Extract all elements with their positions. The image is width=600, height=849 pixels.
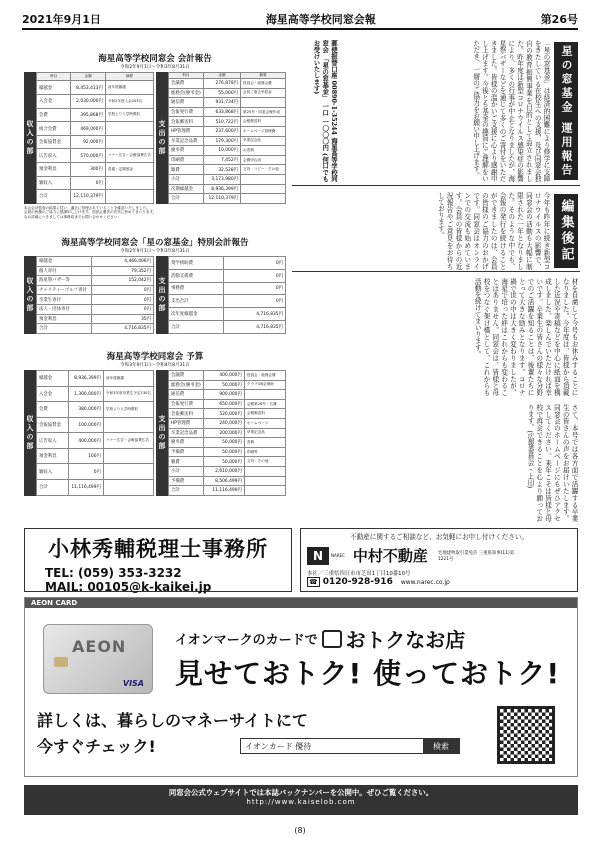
- real-estate-license: 宅地建物取引業免許 三重県知事(11)第1221号: [437, 550, 515, 562]
- table-cell: [103, 480, 153, 496]
- table-row: [169, 146, 286, 156]
- table-cell: 4,466,406円: [92, 257, 154, 267]
- table-row: [169, 447, 286, 457]
- table-cell: 学校より入学時徴収: [105, 108, 153, 122]
- table-row: [37, 448, 154, 464]
- table-cell: クラブOB会援助: [244, 380, 285, 390]
- tax-office-ad: [24, 528, 292, 592]
- table-cell: 卒業記念品: [244, 428, 285, 438]
- table-cell: 予備費: [169, 447, 204, 457]
- report-note-line: 本会会計監査の結果に従い、適正に管理されていることを確認いたしました。: [24, 205, 150, 210]
- table-cell: 予備費: [169, 476, 204, 486]
- table-cell: 令和2年度入会203名: [105, 95, 153, 109]
- table-row: [169, 476, 286, 486]
- table-cell: 900,000円: [204, 390, 245, 400]
- table-cell: 令和3年度卒業生予定130名: [103, 386, 153, 402]
- table-cell: 200,000円: [204, 428, 245, 438]
- table-row: [37, 276, 154, 286]
- aeon-line1b: おトクなお店: [345, 628, 466, 652]
- table-cell: 50,000円: [204, 457, 245, 467]
- table-header: [37, 73, 154, 81]
- income-label: 収入の部: [24, 72, 36, 204]
- card-chip-icon: [54, 657, 68, 667]
- table-row: [169, 371, 286, 381]
- table-cell: 0円: [224, 269, 286, 282]
- table-cell: 会費: [37, 402, 69, 418]
- expense-label: 支出の部: [156, 72, 168, 204]
- table-cell: 預金利息: [37, 448, 69, 464]
- table-cell: 次年度繰越金: [169, 308, 224, 321]
- table-cell: 文具・その他: [244, 457, 285, 467]
- table-cell: 510,722円: [204, 117, 241, 127]
- table-cell: 活動支援費: [169, 269, 224, 282]
- table-cell: 雑収入: [37, 176, 71, 190]
- table-row: [169, 107, 286, 117]
- report-notes: [24, 206, 286, 220]
- table-row: [37, 386, 154, 402]
- editor-note-text-1: 材を自粛して今号もお休みすることになりました。今年度は、皆様から頂戴した近況や寄稿などを中心に紙面を構成しました。楽しんでいただければ幸いです。卒業生の皆さんの様々な分野でのご活躍を知ることは、後輩たちにとって大きな励みとなります。コロナ禍で世の中は大きく変わりましたが、海星で培った絆はこれからも変わることはありません。同窓会は、皆様と母校をつなぐ架け橋として、これからも活動を続けてまいります。: [473, 278, 578, 396]
- table-cell: 通信費: [169, 98, 204, 108]
- table-cell: 事務費: [169, 282, 224, 295]
- fund-report-title: 海星高等学校同窓会「星の窓基金」特別会計報告: [61, 238, 249, 248]
- aeon-line3: 詳しくは、暮らしのマネーサイトにて: [37, 711, 308, 730]
- table-cell: ホームページ: [244, 418, 285, 428]
- table-cell: [241, 184, 286, 194]
- table-cell: [103, 448, 153, 464]
- footer-text: 同窓会公式ウェブサイトでは本誌バックナンバーを公開中。ぜひご覧ください。: [168, 788, 434, 797]
- table-cell: 2,610,000円: [204, 466, 245, 476]
- table-cell: 通信費: [169, 390, 204, 400]
- editor-note-heading: 編集後記: [554, 194, 578, 268]
- aeon-line2: 見せておトク! 使っておトク!: [175, 657, 561, 690]
- visa-logo: VISA: [122, 679, 144, 688]
- table-row: [169, 88, 286, 98]
- table-row: [169, 320, 286, 333]
- table-row: [37, 257, 154, 267]
- table-cell: 32,528円: [204, 165, 241, 175]
- fund-report-period: 令和2年9月1日～令和3年8月31日: [120, 249, 190, 254]
- table-cell: 会報第26号・名簿: [244, 399, 285, 409]
- table-cell: 会報郵送料: [169, 409, 204, 419]
- table-row: [37, 371, 154, 387]
- report-note-line: 会員の皆様のご協力に感謝申し上げます。同窓会運営の充実に努めてまいります。: [24, 210, 157, 215]
- table-cell: 印刷等: [244, 447, 285, 457]
- table-cell: 50,000円: [204, 380, 245, 390]
- table-cell: 合計: [169, 194, 204, 204]
- table-row: [169, 418, 286, 428]
- table-cell: 0円: [92, 304, 154, 314]
- table-cell: 400,000円: [69, 433, 104, 449]
- expense-table: [168, 72, 286, 204]
- table-cell: 合計: [37, 324, 92, 334]
- table-cell: 前年度繰越: [103, 371, 153, 387]
- table-cell: [244, 390, 285, 400]
- table-cell: 0円: [224, 282, 286, 295]
- table-cell: 633,868円: [204, 107, 241, 117]
- table-cell: 会報発行費: [169, 107, 204, 117]
- column-header: 摘要: [241, 73, 286, 79]
- fund-article: [292, 36, 580, 186]
- table-cell: [241, 174, 286, 184]
- table-cell: 会費: [37, 108, 71, 122]
- table-cell: 会報発行費: [169, 399, 204, 409]
- table-cell: 50,000円: [204, 447, 245, 457]
- budget-income-label: 収入の部: [24, 370, 36, 496]
- editor-note-body: 今年も昨年に続き新型コロナウイルスの影響で、同窓会の活動も大幅に制限された一年となりました。そのような中でも、会報の発行を続けることができましたのは、会員の皆様のご協力のおかげです。同窓会はオンラインでの交流も始めています。会員の皆様からの近況報告やご意見をお待ちしております。: [436, 192, 550, 270]
- table-cell: 繰越金: [37, 257, 92, 267]
- report-title: 海星高等学校同窓会 会計報告: [98, 54, 212, 64]
- aeon-search-input[interactable]: イオンカード 優待: [241, 739, 423, 753]
- table-cell: 会報郵送料: [244, 409, 285, 419]
- fund-article-body: 「星の窓基金」は経済的困難により修学に支障をきたしている在校生への支援、及び同窓会独自の教育振興事業を目的として設立されました。昨年度は新型コロナウイルス感染症の影響により、多くの行事が中止となりましたが、海星祭バザーなどを通じて多くのご寄付をいただきました。皆様の温かいご支援に心より感謝申し上げます。今後とも基金の趣旨にご理解をいただき、一層のご協力をお願い申し上げます。: [471, 40, 550, 182]
- table-cell: 奨学援助費: [169, 257, 224, 270]
- table-row: [169, 174, 286, 184]
- table-row: [169, 295, 286, 308]
- fund-account-info: 郵便振替口座 00890-1-35244 海星高等学校同窓会 「星の窓基金」 一口 一〇〇〇円 (何口でもお受けいたします): [312, 40, 338, 182]
- table-row: [37, 285, 154, 295]
- table-cell: [103, 417, 153, 433]
- tax-office-name: 小林秀輔税理士事務所: [48, 536, 268, 561]
- table-row: [169, 126, 286, 136]
- table-cell: 会費申込用: [241, 155, 286, 165]
- table-cell: お香典: [241, 146, 286, 156]
- budget-period: 令和3年9月1日～令和4年8月31日: [120, 363, 190, 368]
- table-cell: 次期繰越金: [169, 184, 204, 194]
- table-row: [169, 409, 286, 419]
- table-cell: 卒業記念品: [241, 136, 286, 146]
- issue-date: 2021年9月1日: [22, 13, 101, 26]
- report-note-line: なお詳細につきましては事務局までお問い合わせください。: [24, 214, 121, 219]
- table-cell: 広告収入: [37, 433, 69, 449]
- table-cell: 237,600円: [204, 126, 241, 136]
- table-cell: 総務会(慶弔金): [169, 380, 204, 390]
- budget-report: [24, 350, 286, 525]
- table-row: [169, 194, 286, 204]
- table-cell: 会報協賛金: [37, 417, 69, 433]
- fund-expense-label: 支出の部: [156, 256, 168, 334]
- table-row: [169, 117, 286, 127]
- table-cell: 469,000円: [71, 122, 106, 136]
- table-row: [169, 282, 286, 295]
- table-cell: 法人・団体寄付: [37, 304, 92, 314]
- column-header: 科目: [169, 73, 204, 79]
- page-header: [22, 12, 578, 30]
- footer-url[interactable]: http://www.kaiselob.com: [246, 798, 356, 806]
- table-cell: [105, 176, 153, 190]
- table-cell: 79,352円: [92, 266, 154, 276]
- fund-expense-table: [168, 256, 286, 334]
- table-row: [37, 433, 154, 449]
- table-cell: 2,030,000円: [71, 95, 106, 109]
- table-row: [37, 135, 154, 149]
- table-row: [169, 428, 286, 438]
- table-cell: 0円: [71, 176, 106, 190]
- table-cell: 合計: [37, 190, 71, 204]
- table-cell: 合計: [169, 320, 224, 333]
- table-row: [37, 464, 154, 480]
- table-cell: 小計: [169, 466, 204, 476]
- real-estate-top: 不動産に関するご相談など、お気軽にお申し付けください。: [349, 533, 529, 541]
- table-cell: 240,000円: [204, 418, 245, 428]
- fund-income-label: 収入の部: [24, 256, 36, 334]
- real-estate-phone[interactable]: 0120-928-916: [322, 577, 393, 587]
- table-cell: [241, 194, 286, 204]
- table-cell: 雑費: [169, 457, 204, 467]
- budget-title: 海星高等学校同窓会 予算: [106, 352, 204, 362]
- table-row: [169, 438, 286, 448]
- table-cell: 380,000円: [69, 402, 104, 418]
- newsletter-title: 海星高等学校同窓会報: [265, 13, 376, 26]
- table-cell: 4,716,835円: [224, 320, 286, 333]
- table-cell: 会報郵送料: [169, 117, 204, 127]
- table-cell: [105, 122, 153, 136]
- qr-code-icon: [497, 706, 555, 764]
- table-cell: 役員会・総務会費: [241, 79, 286, 89]
- table-cell: 預金利息: [37, 314, 92, 324]
- aeon-ad: [24, 597, 578, 777]
- table-cell: 520,000円: [204, 409, 245, 419]
- tax-office-tel[interactable]: TEL: (059) 353-3232: [45, 566, 182, 580]
- table-cell: [241, 98, 286, 108]
- table-cell: 会議費: [169, 371, 204, 381]
- table-cell: 卒業記念品費: [169, 428, 204, 438]
- table-row: [37, 176, 154, 190]
- table-cell: 会議費: [169, 79, 204, 89]
- table-cell: 海星祭バザー等: [37, 276, 92, 286]
- table-cell: 10,000円: [204, 146, 241, 156]
- table-cell: 0円: [224, 295, 286, 308]
- real-estate-ad: [300, 528, 578, 592]
- page-number: (8): [294, 826, 306, 835]
- table-cell: 普通・定期預金: [105, 162, 153, 176]
- accounting-report: [24, 52, 286, 232]
- table-cell: 学校より入学時徴収: [103, 402, 153, 418]
- table-cell: 印刷費: [169, 155, 204, 165]
- table-row: [169, 380, 286, 390]
- table-row: [169, 98, 286, 108]
- table-cell: 50,000円: [204, 438, 245, 448]
- table-cell: 広告収入: [37, 149, 71, 163]
- column-header: 摘要: [105, 73, 153, 81]
- table-cell: 合計: [37, 480, 69, 496]
- table-row: [37, 402, 154, 418]
- table-cell: ホームページ管理費: [241, 126, 286, 136]
- table-cell: 総務会(慶弔金): [169, 88, 204, 98]
- report-period: 令和2年9月1日～令和3年8月31日: [120, 65, 190, 70]
- table-cell: 12,110,379円: [71, 190, 106, 204]
- table-cell: 香典: [244, 438, 285, 448]
- aeon-line1: イオンマークのカードで: [175, 633, 318, 648]
- table-cell: 0円: [92, 285, 154, 295]
- table-row: [37, 266, 154, 276]
- table-cell: 11,116,499円: [204, 486, 245, 496]
- table-cell: 92,000円: [71, 135, 106, 149]
- table-cell: 11,116,499円: [69, 480, 104, 496]
- footer-band: [24, 785, 578, 815]
- table-cell: 100円: [69, 448, 104, 464]
- table-cell: 会報協賛金: [37, 135, 71, 149]
- table-row: [37, 190, 154, 204]
- phone-icon: ☎: [309, 578, 318, 586]
- table-cell: 前年度繰越: [105, 81, 153, 95]
- table-cell: [244, 486, 285, 496]
- table-row: [37, 81, 154, 95]
- budget-expense-table: [168, 370, 286, 496]
- table-cell: 慶弔費: [169, 146, 204, 156]
- table-cell: 4,716,835円: [92, 324, 154, 334]
- table-cell: 第25号・同窓会報作成: [241, 107, 286, 117]
- table-cell: 会員ご逝去弔慰金: [241, 88, 286, 98]
- real-estate-name: 中村不動産: [352, 547, 428, 565]
- fund-income-table: [36, 256, 154, 334]
- table-row: [37, 295, 154, 305]
- table-cell: [105, 190, 153, 204]
- table-cell: 8,936,399円: [69, 371, 104, 387]
- table-cell: バナー広告・会報協賛広告: [105, 149, 153, 163]
- table-cell: 支出合計: [169, 295, 224, 308]
- table-cell: 役員会・総務会費: [244, 371, 285, 381]
- narec-logo-text: NAREC: [331, 553, 345, 558]
- table-row: [169, 457, 286, 467]
- table-cell: 入会金: [37, 386, 69, 402]
- table-cell: 個人寄付: [37, 266, 92, 276]
- aeon-card-brand: AEON: [72, 637, 127, 656]
- aeon-band: AEON CARD: [25, 598, 577, 608]
- real-estate-address: 本社／三重県四日市市芝田1丁目10番10号: [307, 571, 411, 577]
- aeon-card-image: [43, 624, 153, 694]
- table-row: [37, 95, 154, 109]
- table-cell: 55,000円: [204, 88, 241, 98]
- table-row: [37, 304, 154, 314]
- income-table: [36, 72, 154, 204]
- budget-expense-label: 支出の部: [156, 370, 168, 496]
- issue-number: 第26号: [540, 13, 578, 26]
- table-row: [37, 149, 154, 163]
- aeon-line4: 今すぐチェック!: [37, 737, 156, 756]
- table-cell: 繰越金: [37, 81, 71, 95]
- fund-report: [24, 236, 286, 348]
- editor-note-continued: [292, 276, 580, 526]
- table-row: [169, 155, 286, 165]
- table-cell: 文具・コピー・その他: [241, 165, 286, 175]
- table-cell: HP管理費: [169, 126, 204, 136]
- table-row: [169, 79, 286, 89]
- narec-logo-icon: N: [307, 547, 329, 565]
- table-cell: [244, 476, 285, 486]
- table-cell: 3,173,980円: [204, 174, 241, 184]
- budget-income-table: [36, 370, 154, 496]
- table-cell: 35円: [92, 314, 154, 324]
- table-cell: 300円: [71, 162, 106, 176]
- table-cell: 8,936,399円: [204, 184, 241, 194]
- table-cell: 8,453,413円: [71, 81, 106, 95]
- table-cell: 1,300,000円: [69, 386, 104, 402]
- table-row: [37, 162, 154, 176]
- table-cell: 会報郵送料: [241, 117, 286, 127]
- table-cell: 400,000円: [204, 371, 245, 381]
- table-cell: バナー広告・会報協賛広告: [103, 433, 153, 449]
- table-row: [37, 122, 154, 136]
- table-cell: 7,452円: [204, 155, 241, 165]
- table-cell: 395,868円: [71, 108, 106, 122]
- table-cell: 931,734円: [204, 98, 241, 108]
- table-cell: 0円: [92, 295, 154, 305]
- table-row: [169, 136, 286, 146]
- table-cell: 入会金: [37, 95, 71, 109]
- table-row: [37, 108, 154, 122]
- table-row: [169, 466, 286, 476]
- editor-note: [292, 190, 580, 272]
- column-header: 金額: [71, 73, 106, 81]
- table-cell: 0円: [224, 257, 286, 270]
- table-cell: 組合会費: [37, 122, 71, 136]
- table-cell: 合計: [169, 486, 204, 496]
- table-cell: 650,000円: [204, 399, 245, 409]
- table-cell: 慶弔費: [169, 438, 204, 448]
- table-cell: 卒業記念品費: [169, 136, 204, 146]
- column-header: 科目: [37, 73, 71, 81]
- fund-article-heading: 星の窓基金 運用報告: [554, 42, 578, 180]
- table-cell: [105, 135, 153, 149]
- table-row: [169, 399, 286, 409]
- table-cell: 276,878円: [204, 79, 241, 89]
- table-cell: 12,110,379円: [204, 194, 241, 204]
- real-estate-url[interactable]: www.narec.co.jp: [400, 578, 450, 586]
- table-row: [37, 314, 154, 324]
- table-cell: 繰越金: [37, 371, 69, 387]
- table-row: [169, 269, 286, 282]
- table-row: [169, 165, 286, 175]
- table-cell: HP管理費: [169, 418, 204, 428]
- table-cell: 雑費: [169, 165, 204, 175]
- table-cell: 小計: [169, 174, 204, 184]
- table-row: [37, 417, 154, 433]
- table-cell: 8,506,499円: [204, 476, 245, 486]
- table-cell: 卒業生寄付: [37, 295, 92, 305]
- table-cell: [244, 466, 285, 476]
- tax-office-mail[interactable]: MAIL: 00105@k-kaikei.jp: [45, 580, 212, 594]
- table-row: [169, 308, 286, 321]
- table-cell: 預金利息: [37, 162, 71, 176]
- table-row: [169, 257, 286, 270]
- table-row: [37, 324, 154, 334]
- table-cell: 152,042円: [92, 276, 154, 286]
- table-row: [169, 390, 286, 400]
- column-header: 金額: [204, 73, 241, 79]
- table-cell: 0円: [69, 464, 104, 480]
- aeon-mark-icon: [322, 630, 342, 648]
- table-cell: 雑収入: [37, 464, 69, 480]
- table-cell: 570,000円: [71, 149, 106, 163]
- aeon-search-button[interactable]: 検索: [423, 739, 459, 753]
- table-cell: 179,300円: [204, 136, 241, 146]
- table-cell: 4,716,835円: [224, 308, 286, 321]
- table-row: [169, 184, 286, 194]
- table-cell: [103, 464, 153, 480]
- table-cell: チャリティーゴルフ寄付: [37, 285, 92, 295]
- table-cell: 100,000円: [69, 417, 104, 433]
- table-row: [37, 480, 154, 496]
- editor-note-text-2: さて、本号では各方面で活躍する卒業生の皆さんの声をお届けいたします。同窓会のホームページにもぜひアクセスしてください。来年こそは皆様と母校で再会できることを心より願っております。(広報委員会・上田): [526, 404, 578, 522]
- table-row: [169, 486, 286, 496]
